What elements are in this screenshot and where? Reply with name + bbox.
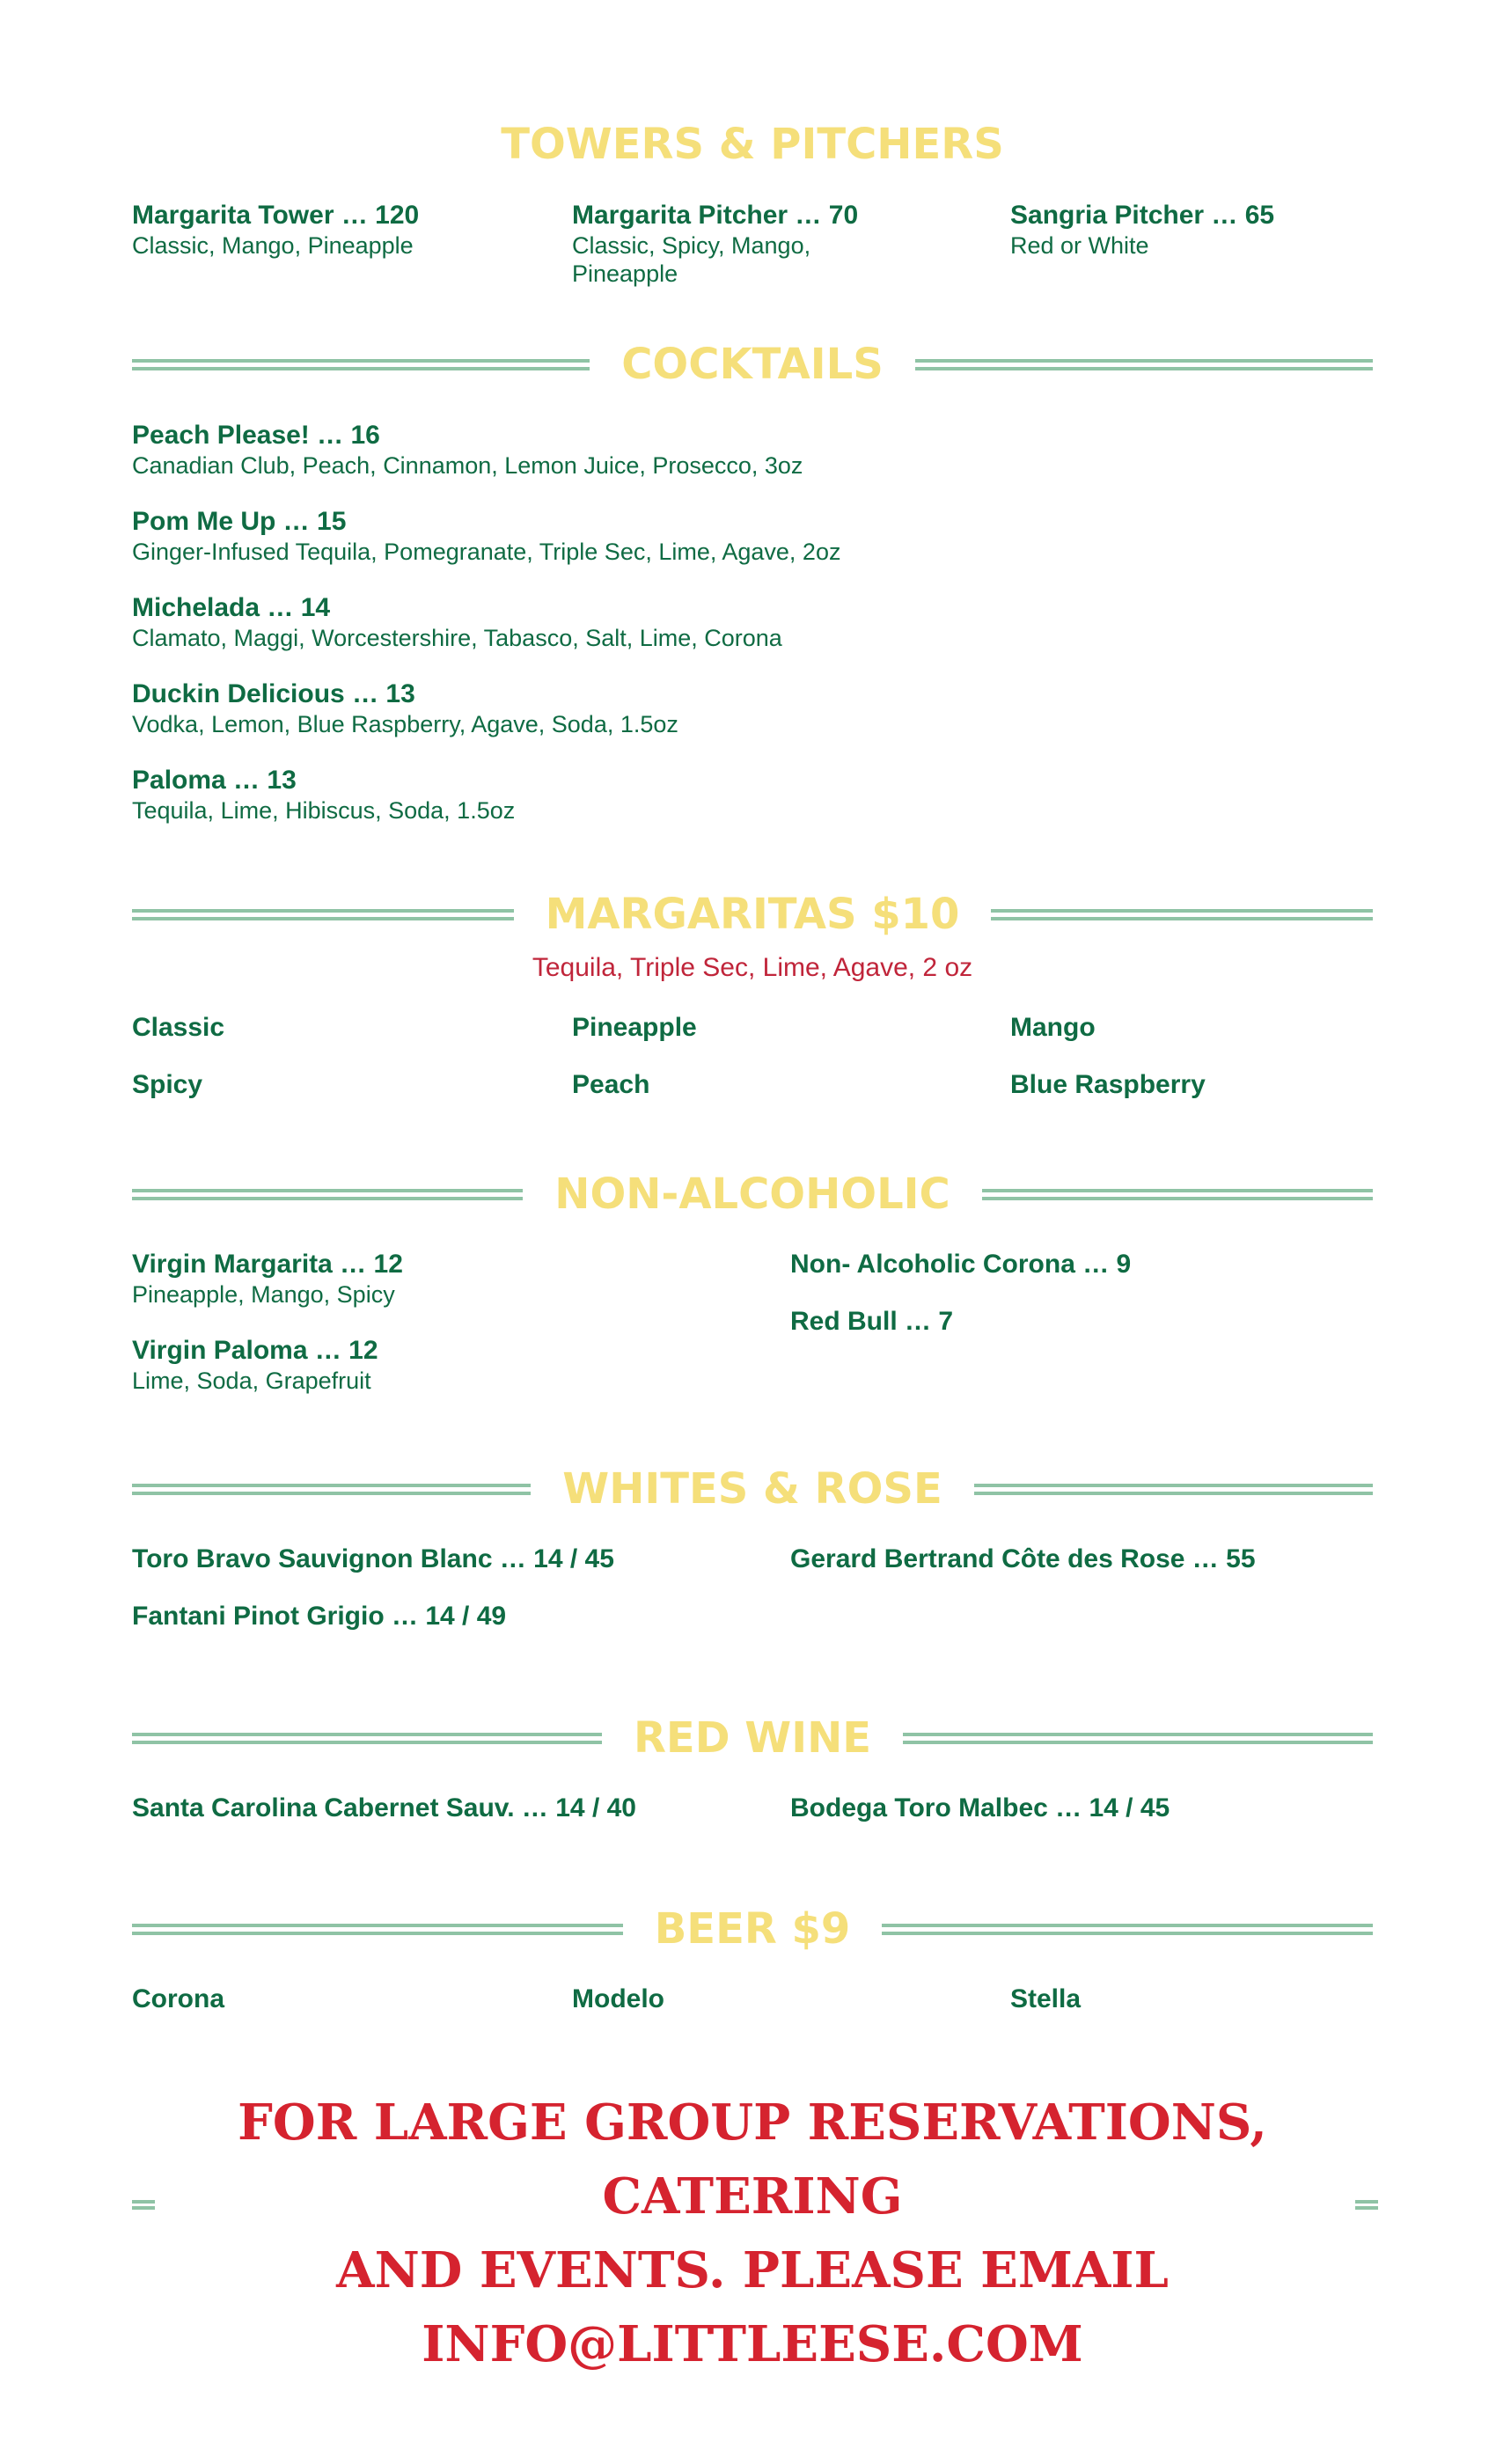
footer-line: FOR LARGE GROUP RESERVATIONS, CATERING xyxy=(238,2094,1267,2226)
menu-item-pom-me-up xyxy=(132,507,840,566)
item-name: Virgin Margarita … 12 xyxy=(132,1250,403,1279)
item-desc: Pineapple, Mango, Spicy xyxy=(132,1280,395,1308)
divider xyxy=(132,1924,623,1935)
item-name: Peach Please! … 16 xyxy=(132,421,380,450)
beer-item: Modelo xyxy=(572,1984,664,2013)
menu-item-bodega-toro: Bodega Toro Malbec … 14 / 45 xyxy=(790,1793,1170,1822)
menu-item-fantani: Fantani Pinot Grigio … 14 / 49 xyxy=(132,1602,507,1631)
margarita-flavor: Pineapple xyxy=(572,1013,697,1042)
divider xyxy=(882,1924,1373,1935)
section-title-margaritas: MARGARITAS $10 xyxy=(545,890,960,939)
margaritas-subtitle: Tequila, Triple Sec, Lime, Agave, 2 oz xyxy=(532,953,973,982)
item-name: Duckin Delicious … 13 xyxy=(132,679,415,708)
item-name: Michelada … 14 xyxy=(132,593,331,622)
item-name: Margarita Tower … 120 xyxy=(132,201,420,230)
menu-item-red-bull: Red Bull … 7 xyxy=(790,1307,954,1336)
divider xyxy=(132,909,514,920)
section-title-whites: WHITES & ROSE xyxy=(562,1464,942,1514)
menu-item-gerard-bertrand: Gerard Bertrand Côte des Rose … 55 xyxy=(790,1544,1256,1573)
menu-item-margarita-pitcher xyxy=(572,201,871,288)
menu-item-paloma xyxy=(132,766,515,825)
item-desc: Classic, Mango, Pineapple xyxy=(132,231,414,259)
item-desc: Tequila, Lime, Hibiscus, Soda, 1.5oz xyxy=(132,796,516,824)
section-heading-cocktails xyxy=(132,340,1373,389)
section-heading-towers xyxy=(132,120,1373,169)
menu-item-sangria-pitcher xyxy=(1010,201,1380,260)
section-heading-red-wine xyxy=(132,1713,1373,1763)
footer-divider-right xyxy=(1355,2200,1378,2210)
section-heading-whites xyxy=(132,1464,1373,1514)
divider xyxy=(132,359,590,370)
item-desc: Lime, Soda, Grapefruit xyxy=(132,1367,371,1394)
item-name: Paloma … 13 xyxy=(132,766,297,795)
menu-item-virgin-margarita xyxy=(132,1250,403,1309)
margarita-flavor: Classic xyxy=(132,1013,225,1042)
item-desc: Canadian Club, Peach, Cinnamon, Lemon Juice, Prosecco, 3oz xyxy=(132,451,803,479)
beer-item: Corona xyxy=(132,1984,224,2013)
menu-item-toro-bravo: Toro Bravo Sauvignon Blanc … 14 / 45 xyxy=(132,1544,614,1573)
item-desc: Vodka, Lemon, Blue Raspberry, Agave, Soda, 1.5oz xyxy=(132,710,678,737)
section-title-towers: TOWERS & PITCHERS xyxy=(501,120,1004,169)
margarita-flavor: Mango xyxy=(1010,1013,1096,1042)
item-name: Sangria Pitcher … 65 xyxy=(1010,201,1275,230)
menu-item-margarita-tower xyxy=(132,201,519,260)
item-desc: Classic, Spicy, Mango, Pineapple xyxy=(572,231,811,287)
item-name: Pom Me Up … 15 xyxy=(132,507,347,536)
section-heading-non-alcoholic xyxy=(132,1170,1373,1219)
item-name: Virgin Paloma … 12 xyxy=(132,1336,378,1365)
divider xyxy=(903,1733,1373,1744)
section-title-cocktails: COCKTAILS xyxy=(621,340,884,389)
margarita-flavor: Spicy xyxy=(132,1070,203,1099)
item-desc: Red or White xyxy=(1010,231,1149,259)
menu-item-non-alcoholic-corona: Non- Alcoholic Corona … 9 xyxy=(790,1250,1132,1279)
divider xyxy=(132,1733,602,1744)
beer-item: Stella xyxy=(1010,1984,1082,2013)
footer-contact xyxy=(167,2086,1338,2381)
divider xyxy=(132,1484,531,1495)
section-title-beer: BEER $9 xyxy=(654,1904,851,1954)
item-desc: Ginger-Infused Tequila, Pomegranate, Triple Sec, Lime, Agave, 2oz xyxy=(132,538,841,565)
divider xyxy=(132,1189,523,1200)
footer-divider-left xyxy=(132,2200,155,2210)
section-heading-margaritas xyxy=(132,890,1373,939)
divider xyxy=(991,909,1373,920)
margarita-flavor: Peach xyxy=(572,1070,650,1099)
divider xyxy=(974,1484,1373,1495)
margarita-flavor: Blue Raspberry xyxy=(1010,1070,1206,1099)
item-name: Margarita Pitcher … 70 xyxy=(572,201,859,230)
menu-item-virgin-paloma xyxy=(132,1336,378,1395)
footer-line: AND EVENTS. PLEASE EMAIL xyxy=(336,2241,1169,2299)
section-title-red-wine: RED WINE xyxy=(633,1713,872,1763)
divider xyxy=(915,359,1373,370)
divider xyxy=(982,1189,1373,1200)
section-title-non-alcoholic: NON-ALCOHOLIC xyxy=(554,1170,950,1219)
menu-item-michelada xyxy=(132,593,782,652)
menu-item-santa-carolina: Santa Carolina Cabernet Sauv. … 14 / 40 xyxy=(132,1793,636,1822)
menu-item-duckin-delicious xyxy=(132,679,678,738)
menu-item-peach-please xyxy=(132,421,803,480)
footer-email[interactable]: INFO@LITTLEESE.COM xyxy=(422,2315,1083,2373)
section-heading-beer xyxy=(132,1904,1373,1954)
item-desc: Clamato, Maggi, Worcestershire, Tabasco, Salt, Lime, Corona xyxy=(132,624,782,651)
